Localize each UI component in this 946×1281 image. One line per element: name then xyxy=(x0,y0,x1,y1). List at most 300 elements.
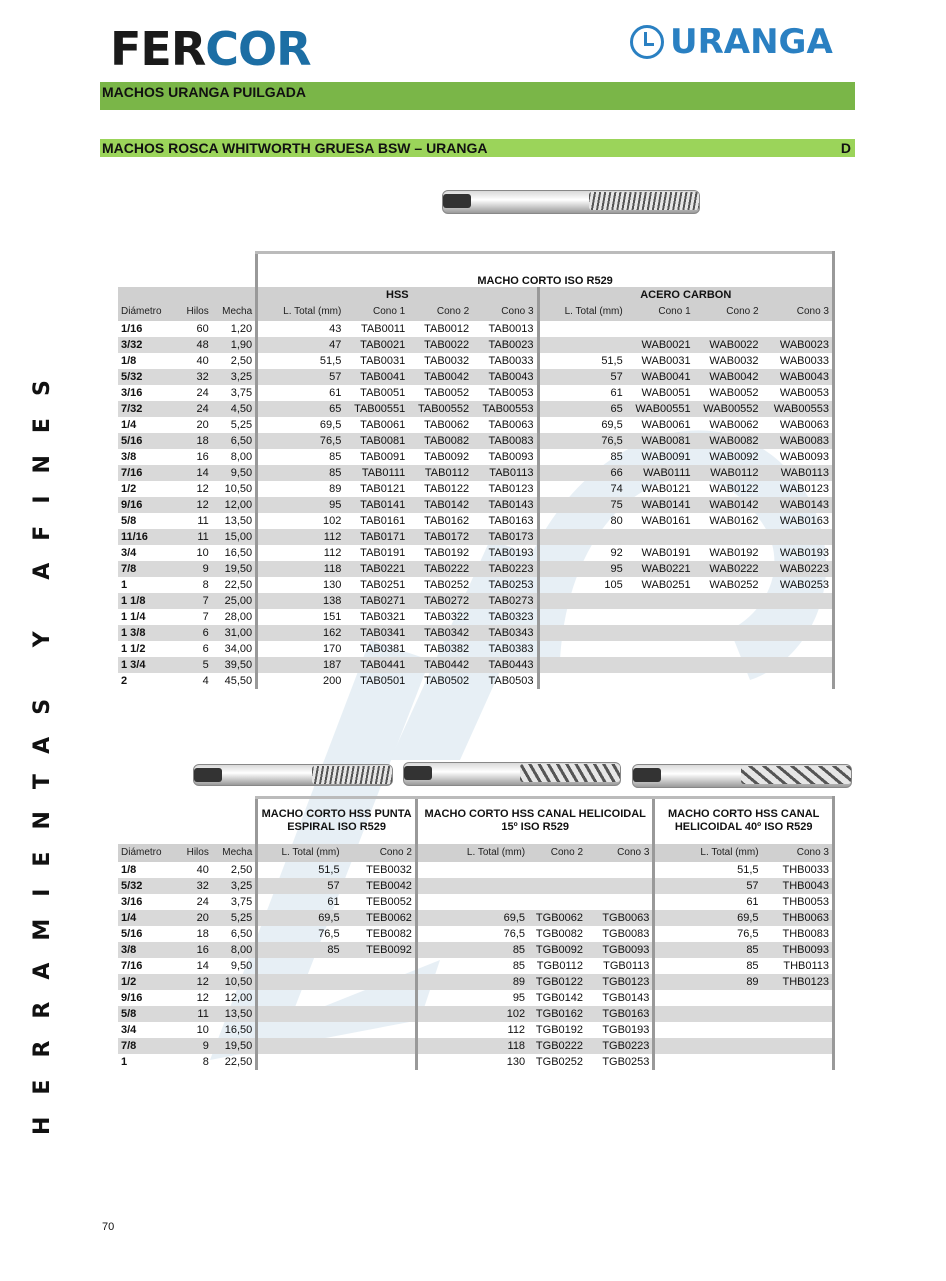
table-cell: 51,5 xyxy=(538,353,626,369)
table-cell: 69,5 xyxy=(416,910,528,926)
table-cell xyxy=(626,609,694,625)
table-cell: TGB0123 xyxy=(586,974,654,990)
table-cell: WAB0161 xyxy=(641,514,691,527)
table-cell xyxy=(343,1038,417,1054)
table-cell: 5/32 xyxy=(118,369,170,385)
table-cell xyxy=(762,609,834,625)
table-cell: 118 xyxy=(416,1038,528,1054)
table-cell: 13,50 xyxy=(212,1006,257,1022)
table-cell: TEB0062 xyxy=(343,910,417,926)
column-header: L. Total (mm) xyxy=(257,844,343,862)
table-cell: TGB0083 xyxy=(602,927,650,940)
table-cell: THB0123 xyxy=(762,974,834,990)
table-cell: 16 xyxy=(170,942,212,958)
table-cell: TAB0021 xyxy=(344,337,408,353)
column-header: Hilos xyxy=(170,303,212,321)
table-cell: WAB00552 xyxy=(694,401,762,417)
table-cell: 12 xyxy=(170,974,212,990)
table-cell xyxy=(416,894,528,910)
table-cell: TAB0221 xyxy=(344,561,408,577)
table-cell: TAB0163 xyxy=(488,514,534,527)
table-cell: TAB0322 xyxy=(424,610,470,623)
table-cell xyxy=(626,593,694,609)
table-cell: 18 xyxy=(196,927,209,940)
table-cell: TAB0123 xyxy=(488,482,534,495)
subsection-title-bar xyxy=(100,139,855,157)
table-cell xyxy=(586,862,654,878)
table-row xyxy=(118,625,834,641)
table-cell: WAB0251 xyxy=(641,578,691,591)
table-cell: 5,25 xyxy=(230,418,253,431)
table-cell: 60 xyxy=(196,322,209,335)
table-row xyxy=(118,990,834,1006)
table-cell: TAB0011 xyxy=(361,322,406,335)
table-cell: WAB0091 xyxy=(641,450,691,463)
table-cell: WAB0041 xyxy=(626,369,694,385)
table-cell: 10,50 xyxy=(212,974,257,990)
table1-title: MACHO CORTO ISO R529 xyxy=(257,253,834,287)
table-cell: TGB0142 xyxy=(535,991,584,1004)
table-cell: 12 xyxy=(196,991,209,1004)
fercor-logo-cor: COR xyxy=(205,22,311,76)
table-cell xyxy=(694,609,762,625)
helical-40-tap-image xyxy=(632,764,852,788)
column-header: Cono 2 xyxy=(408,303,472,321)
table-cell xyxy=(654,1006,762,1022)
table-cell: 1/2 xyxy=(118,974,170,990)
table-cell: 7/8 xyxy=(118,561,170,577)
table-cell: TAB0382 xyxy=(424,642,470,655)
table-cell: 14 xyxy=(170,465,212,481)
table-cell: 5/32 xyxy=(118,878,170,894)
table-cell: TAB0321 xyxy=(360,610,406,623)
table-row xyxy=(118,385,834,401)
table-cell: 1/8 xyxy=(121,354,137,367)
table-cell: 4 xyxy=(202,674,209,687)
table-cell: 112 xyxy=(257,545,345,561)
table-cell: 76,5 xyxy=(416,926,528,942)
table-cell: TEB0082 xyxy=(366,927,412,940)
column-header: Hilos xyxy=(170,844,212,862)
table-cell: 112 xyxy=(257,529,345,545)
table-cell: 85 xyxy=(257,942,343,958)
column-header: Cono 3 xyxy=(762,844,834,862)
uranga-logo xyxy=(630,22,833,62)
table-cell xyxy=(257,958,343,974)
table-cell: 32 xyxy=(170,878,212,894)
table-cell: 7/8 xyxy=(118,1038,170,1054)
table-cell: 5,25 xyxy=(212,910,257,926)
column-header: Cono 1 xyxy=(344,303,408,321)
table-cell: TAB0023 xyxy=(472,337,538,353)
table-cell: 6,50 xyxy=(212,433,257,449)
table-cell xyxy=(762,321,834,337)
table-cell: 19,50 xyxy=(212,1038,257,1054)
table-cell: 138 xyxy=(257,593,345,609)
table-cell xyxy=(538,657,626,673)
table-cell: TAB0122 xyxy=(424,482,470,495)
table-cell xyxy=(343,958,417,974)
table-cell: 1/16 xyxy=(121,322,143,335)
table-cell: 5 xyxy=(170,657,212,673)
table-cell: 130 xyxy=(257,577,345,593)
table-cell: WAB0023 xyxy=(762,337,834,353)
table-cell: 85 xyxy=(257,449,345,465)
table-cell xyxy=(762,625,834,641)
table-cell: 22,50 xyxy=(224,1055,253,1068)
table-cell: WAB0121 xyxy=(641,482,691,495)
table-cell: 6 xyxy=(202,642,209,655)
table-cell: TAB0141 xyxy=(344,497,408,513)
table-cell: 6 xyxy=(170,625,212,641)
table-cell: 15,00 xyxy=(212,529,257,545)
table-cell: WAB0112 xyxy=(694,465,762,481)
table-cell: WAB0123 xyxy=(762,481,834,497)
table-cell: 89 xyxy=(257,481,345,497)
table-cell: THB0113 xyxy=(762,958,834,974)
table-cell: WAB0063 xyxy=(762,417,834,433)
column-header: Cono 3 xyxy=(586,844,654,862)
table-cell: TAB0273 xyxy=(472,593,538,609)
table-row xyxy=(118,593,834,609)
table-cell xyxy=(538,625,626,641)
table-cell: 1/4 xyxy=(121,418,137,431)
table-cell xyxy=(528,894,586,910)
table-cell: WAB0163 xyxy=(762,513,834,529)
table-cell: THB0093 xyxy=(762,942,834,958)
table-cell xyxy=(343,974,417,990)
table-cell: 12 xyxy=(196,482,209,495)
table-cell: 10 xyxy=(196,1023,209,1036)
table1-group-carbon: ACERO CARBON xyxy=(538,287,833,303)
table-cell xyxy=(538,321,626,337)
table-cell xyxy=(538,673,626,689)
table2-group-helical-15: MACHO CORTO HSS CANAL HELICOIDAL 15º ISO R529 xyxy=(416,798,653,844)
table-cell xyxy=(626,657,694,673)
table-cell: TAB0121 xyxy=(360,482,406,495)
table-cell: TAB0442 xyxy=(408,657,472,673)
table-cell: TAB0053 xyxy=(488,386,534,399)
table-cell xyxy=(762,593,834,609)
table-cell xyxy=(762,657,834,673)
table-row xyxy=(118,497,834,513)
table-cell xyxy=(694,529,762,545)
table-cell xyxy=(694,641,762,657)
table-row xyxy=(118,449,834,465)
table-cell xyxy=(694,321,762,337)
column-header: Cono 3 xyxy=(472,303,538,321)
table-cell: 4,50 xyxy=(212,401,257,417)
table-cell: 48 xyxy=(170,337,212,353)
table-cell: TGB0222 xyxy=(528,1038,586,1054)
table-cell: 8 xyxy=(202,1055,209,1068)
table-cell: WAB00551 xyxy=(626,401,694,417)
table-cell: TAB0383 xyxy=(488,642,534,655)
table-row xyxy=(118,1006,834,1022)
table-cell: 61 xyxy=(257,894,343,910)
table-row xyxy=(118,529,834,545)
table-cell: 57 xyxy=(257,369,345,385)
table-row xyxy=(118,1038,834,1054)
table-cell: 10,50 xyxy=(224,482,253,495)
table-cell: 162 xyxy=(257,625,345,641)
table-cell xyxy=(654,1022,762,1038)
column-header: Cono 2 xyxy=(694,303,762,321)
table-cell: TAB0501 xyxy=(360,674,406,687)
table-cell: TAB0051 xyxy=(360,386,406,399)
table-cell: TAB0082 xyxy=(408,433,472,449)
table-cell: 69,5 xyxy=(257,417,345,433)
table-cell xyxy=(694,593,762,609)
table-cell xyxy=(694,657,762,673)
table-row xyxy=(118,894,834,910)
table-cell: 45,50 xyxy=(224,674,253,687)
table-cell: TAB0341 xyxy=(344,625,408,641)
side-vertical-label: HERRAMIENTAS Y AFINES xyxy=(30,358,55,1135)
table-cell: 3,75 xyxy=(230,386,253,399)
table-cell xyxy=(654,1054,762,1070)
column-header: L. Total (mm) xyxy=(416,844,528,862)
table-cell: 76,5 xyxy=(257,433,345,449)
table-cell: 2,50 xyxy=(230,863,253,876)
table-cell: 76,5 xyxy=(538,433,626,449)
table-cell: WAB0111 xyxy=(626,465,694,481)
table-cell: TAB0062 xyxy=(424,418,470,431)
table-cell: 57 xyxy=(654,878,762,894)
table-cell: THB0033 xyxy=(762,862,834,878)
table-cell xyxy=(654,990,762,1006)
table-cell: 9 xyxy=(170,1038,212,1054)
table-cell: WAB0021 xyxy=(626,337,694,353)
table-cell: 31,00 xyxy=(212,625,257,641)
table-cell: WAB0193 xyxy=(762,545,834,561)
table-cell: 8 xyxy=(202,578,209,591)
table-cell xyxy=(626,529,694,545)
table-cell: 14 xyxy=(196,959,209,972)
table-cell: 9 xyxy=(170,561,212,577)
table-cell: 24 xyxy=(196,895,209,908)
table-cell xyxy=(257,990,343,1006)
fercor-logo xyxy=(110,22,311,76)
table-cell: 61 xyxy=(257,385,345,401)
table-cell xyxy=(538,529,626,545)
page-number: 70 xyxy=(102,1221,115,1233)
table-cell: 3/8 xyxy=(118,942,170,958)
table-cell: WAB0122 xyxy=(709,482,759,495)
table-cell: 3/4 xyxy=(121,546,137,559)
table-cell: TAB0381 xyxy=(360,642,406,655)
table-cell xyxy=(762,1022,834,1038)
table-cell: THB0063 xyxy=(762,910,834,926)
table-cell: 2 xyxy=(121,674,128,687)
table-cell: 118 xyxy=(257,561,345,577)
straight-tap-image xyxy=(442,190,700,214)
table-cell: 80 xyxy=(538,513,626,529)
table-cell: WAB0032 xyxy=(709,354,759,367)
table-cell: TEB0032 xyxy=(366,863,412,876)
column-header: Cono 2 xyxy=(343,844,417,862)
table-cell: TAB0252 xyxy=(424,578,470,591)
table-row xyxy=(118,1022,834,1038)
table-cell: 51,5 xyxy=(257,353,345,369)
table-cell: TAB00552 xyxy=(408,401,472,417)
table-cell: TAB0172 xyxy=(408,529,472,545)
table-cell: 7/16 xyxy=(121,959,143,972)
table-row xyxy=(118,545,834,561)
table-cell: TGB0193 xyxy=(602,1023,650,1036)
table-cell: 9,50 xyxy=(230,959,253,972)
table-row xyxy=(118,433,834,449)
table-cell: 85 xyxy=(654,942,762,958)
table-row xyxy=(118,673,834,689)
table-cell: TAB0253 xyxy=(488,578,534,591)
table-cell: 12 xyxy=(170,497,212,513)
column-header: L. Total (mm) xyxy=(257,303,345,321)
table-cell: 40 xyxy=(196,354,209,367)
table-cell: 89 xyxy=(654,974,762,990)
table-cell: 24 xyxy=(196,386,209,399)
table-cell: WAB0081 xyxy=(626,433,694,449)
table-cell: 3/16 xyxy=(121,895,143,908)
table-cell: 5/16 xyxy=(121,927,143,940)
table-cell: TAB0502 xyxy=(424,674,470,687)
table-cell: TGB0122 xyxy=(528,974,586,990)
table-cell: 69,5 xyxy=(257,910,343,926)
table-cell xyxy=(694,625,762,641)
column-header: Mecha xyxy=(212,303,257,321)
table-cell: 151 xyxy=(257,609,345,625)
table-row xyxy=(118,561,834,577)
table-cell: 12,00 xyxy=(212,497,257,513)
table-cell: WAB0053 xyxy=(762,385,834,401)
table-cell: TAB0113 xyxy=(472,465,538,481)
table-cell: 28,00 xyxy=(224,610,253,623)
table-cell: WAB0031 xyxy=(641,354,691,367)
table-cell: TEB0092 xyxy=(343,942,417,958)
uranga-logo-text: URANGA xyxy=(670,22,833,62)
table-cell xyxy=(762,673,834,689)
table-cell xyxy=(762,529,834,545)
table-cell: WAB0253 xyxy=(762,577,834,593)
table-cell xyxy=(257,1054,343,1070)
table-cell: TGB0163 xyxy=(586,1006,654,1022)
table-cell: WAB0192 xyxy=(709,546,759,559)
table-cell: 61 xyxy=(654,894,762,910)
table-cell: WAB0033 xyxy=(762,353,834,369)
table-cell: 10 xyxy=(196,546,209,559)
table-cell: 1/4 xyxy=(118,910,170,926)
table-cell: TAB0223 xyxy=(472,561,538,577)
table-cell: THB0083 xyxy=(762,926,834,942)
table-cell: TAB0013 xyxy=(488,322,534,335)
table-row xyxy=(118,910,834,926)
table-cell: WAB0252 xyxy=(709,578,759,591)
table-cell: 170 xyxy=(257,641,345,657)
table-cell xyxy=(343,1054,417,1070)
table-cell: TAB0272 xyxy=(408,593,472,609)
table-row xyxy=(118,958,834,974)
table-row xyxy=(118,481,834,497)
table-cell: WAB00553 xyxy=(762,401,834,417)
table-cell: TEB0042 xyxy=(343,878,417,894)
column-header: L. Total (mm) xyxy=(654,844,762,862)
table-cell: 95 xyxy=(538,561,626,577)
table-cell: 95 xyxy=(416,990,528,1006)
table-cell: 51,5 xyxy=(654,862,762,878)
table-cell: 74 xyxy=(538,481,626,497)
table-cell xyxy=(257,1038,343,1054)
table-cell xyxy=(343,990,417,1006)
table-cell: TAB0173 xyxy=(472,529,538,545)
table-row xyxy=(118,1054,834,1070)
table-cell: 9,50 xyxy=(212,465,257,481)
table-cell: 1,20 xyxy=(230,322,253,335)
table-cell xyxy=(257,974,343,990)
table-cell: TAB0092 xyxy=(424,450,470,463)
table-row xyxy=(118,862,834,878)
table-cell: 75 xyxy=(538,497,626,513)
table-cell: 7/16 xyxy=(118,465,170,481)
column-header: Mecha xyxy=(212,844,257,862)
table-cell: WAB0221 xyxy=(626,561,694,577)
table-row xyxy=(118,369,834,385)
table-cell: TGB0253 xyxy=(602,1055,650,1068)
column-header: Diámetro xyxy=(118,303,170,321)
table-cell: WAB0061 xyxy=(641,418,691,431)
table-cell: TAB0193 xyxy=(488,546,534,559)
table-cell: 1 1/4 xyxy=(121,610,146,623)
table-cell: WAB0113 xyxy=(762,465,834,481)
table-cell: 112 xyxy=(416,1022,528,1038)
table-cell: 25,00 xyxy=(212,593,257,609)
table-cell: WAB0052 xyxy=(709,386,759,399)
table-cell: WAB0083 xyxy=(762,433,834,449)
table-cell: TAB0342 xyxy=(408,625,472,641)
table-cell xyxy=(257,1022,343,1038)
table-cell: WAB0051 xyxy=(641,386,691,399)
table-cell: 89 xyxy=(416,974,528,990)
table-cell: 200 xyxy=(257,673,345,689)
table-row xyxy=(118,926,834,942)
table-cell xyxy=(416,878,528,894)
table-cell: 6,50 xyxy=(230,927,253,940)
table-cell: 1 3/4 xyxy=(118,657,170,673)
table-cell: 5/8 xyxy=(121,514,137,527)
subsection-code: D xyxy=(840,140,851,156)
table-cell: 85 xyxy=(416,942,528,958)
table-cell: TAB0161 xyxy=(360,514,406,527)
table-cell xyxy=(343,1006,417,1022)
table-cell: 85 xyxy=(654,958,762,974)
uranga-emblem-icon xyxy=(630,25,664,59)
table-cell: WAB0222 xyxy=(694,561,762,577)
table-cell: 22,50 xyxy=(224,578,253,591)
column-header: Diámetro xyxy=(118,844,170,862)
table-cell: 2,50 xyxy=(230,354,253,367)
table-macho-corto-iso-r529 xyxy=(118,251,835,689)
table-cell xyxy=(762,1006,834,1022)
table-cell: 16 xyxy=(196,450,209,463)
table-row xyxy=(118,513,834,529)
table-cell: 85 xyxy=(416,958,528,974)
table-cell: TAB0503 xyxy=(488,674,534,687)
table-cell: WAB0142 xyxy=(694,497,762,513)
table-cell: 1/2 xyxy=(121,482,137,495)
table-cell: TAB0061 xyxy=(360,418,406,431)
table-cell: TGB0062 xyxy=(528,910,586,926)
table-cell: WAB0093 xyxy=(762,449,834,465)
table-cell: 1 1/2 xyxy=(121,642,146,655)
